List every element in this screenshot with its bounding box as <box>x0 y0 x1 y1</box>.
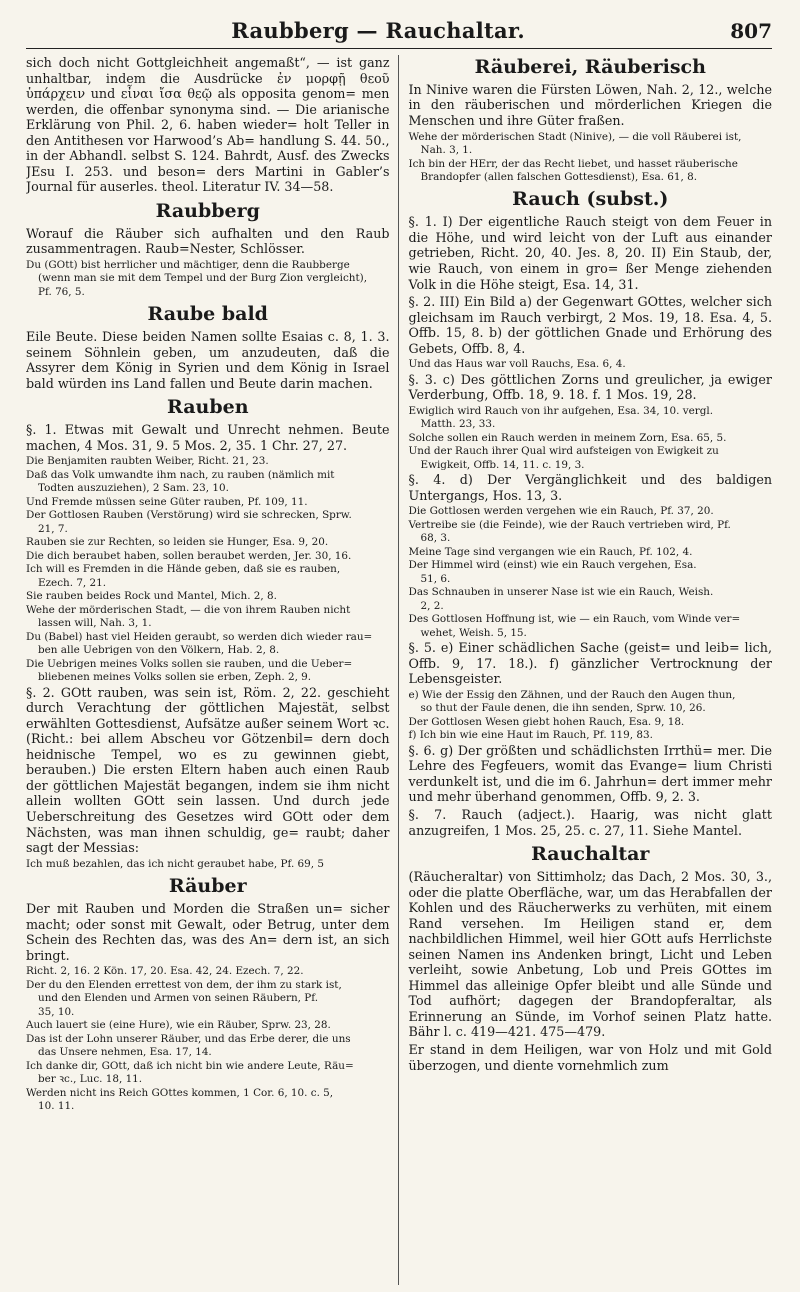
reference: Ich danke dir, GOtt, daß ich nicht bin wie andere Leute, Räu= <box>26 1059 354 1072</box>
reference: lassen will, Nah. 3, 1. <box>38 617 152 630</box>
section-paragraph: §. 7. Rauch (adject.). Haarig, was nicht glatt anzugreifen, 1 Mos. 25, 25. c. 27, 11. Siehe Mantel. <box>408 806 772 838</box>
reference: Solche sollen ein Rauch werden in meinem Zorn, Esa. 65, 5. <box>408 431 727 444</box>
entry-text-raube-bald: Eile Beute. Diese beiden Namen sollte Esaias c. 8, 1. 3. seinem Söhnlein geben, um anzudeuten, daß die Assyrer dem König in Syrien und dem König in Israel bald würden ins Land fallen und Beute darin machen. <box>26 329 390 391</box>
right-column <box>399 55 773 1285</box>
reference: Du (GOtt) bist herrlicher und mächtiger, denn die Raubberge <box>26 258 350 271</box>
reference: 68, 3. <box>420 532 451 545</box>
reference: Der du den Elenden errettest von dem, der ihm zu stark ist, <box>26 978 342 991</box>
reference: Ich bin der HErr, der das Recht liebet, und hasset räuberische <box>408 157 738 170</box>
reference: Todten auszuziehen), 2 Sam. 23, 10. <box>38 482 229 495</box>
reference: Sie rauben beides Rock und Mantel, Mich. 2, 8. <box>26 590 277 603</box>
reference: Pf. 76, 5. <box>38 285 85 298</box>
reference: Und Fremde müssen seine Güter rauben, Pf. 109, 11. <box>26 495 308 508</box>
reference: 2, 2. <box>420 599 444 612</box>
reference: bliebenen meines Volks sollen sie erben, Zeph. 2, 9. <box>38 671 312 684</box>
entry-heading-raube-bald: Raube bald <box>147 303 268 326</box>
entry-heading-raubberg: Raubberg <box>155 199 260 222</box>
reference: Das Schnauben in unserer Nase ist wie ein Rauch, Weish. <box>408 586 714 599</box>
reference: Ewigkeit, Offb. 14, 11. c. 19, 3. <box>420 458 585 471</box>
entry-text-raubberg: Worauf die Räuber sich aufhalten und den Raub zusammentragen. Raub=Nester, Schlösser. <box>26 225 390 257</box>
reference: wehet, Weish. 5, 15. <box>420 626 527 639</box>
reference: und den Elenden und Armen von seinen Räubern, Pf. <box>38 992 319 1005</box>
reference: Der Gottlosen Rauben (Verstörung) wird sie schrecken, Sprw. <box>26 509 352 522</box>
reference: Du (Babel) hast viel Heiden geraubt, so werden dich wieder rau= <box>26 630 373 643</box>
reference: ben alle Uebrigen von den Völkern, Hab. 2, 8. <box>38 644 280 657</box>
header-title: Raubberg — Rauchaltar. <box>231 18 525 43</box>
entry-text-rauchaltar-continued: Er stand in dem Heiligen, war von Holz und mit Gold überzogen, und diente vornehmlich zum <box>408 1041 772 1073</box>
reference: Ewiglich wird Rauch von ihr aufgehen, Esa. 34, 10. vergl. <box>408 404 714 417</box>
reference: Auch lauert sie (eine Hure), wie ein Räuber, Sprw. 23, 28. <box>26 1019 331 1032</box>
reference: Brandopfer (allen falschen Gottesdienst), Esa. 61, 8. <box>420 170 698 183</box>
reference: Meine Tage sind vergangen wie ein Rauch, Pf. 102, 4. <box>408 545 693 558</box>
reference: 35, 10. <box>38 1005 75 1018</box>
reference: f) Ich bin wie eine Haut im Rauch, Pf. 119, 83. <box>408 729 653 742</box>
reference: Wehe der mörderischen Stadt, — die von ihrem Rauben nicht <box>26 603 351 616</box>
left-column <box>26 55 399 1285</box>
reference: Das ist der Lohn unserer Räuber, und das Erbe derer, die uns <box>26 1032 351 1045</box>
reference: Richt. 2, 16. 2 Kön. 17, 20. Esa. 42, 24. Ezech. 7, 22. <box>26 965 304 978</box>
reference: Nah. 3, 1. <box>420 144 473 157</box>
reference: Ich muß bezahlen, das ich nicht geraubet habe, Pf. 69, 5 <box>26 857 324 870</box>
reference: ber ꝛc., Luc. 18, 11. <box>38 1073 143 1086</box>
reference: Matth. 23, 33. <box>420 418 496 431</box>
reference: Wehe der mörderischen Stadt (Ninive), — die voll Räuberei ist, <box>408 130 742 143</box>
reference: Ich will es Fremden in die Hände geben, daß sie es rauben, <box>26 563 341 576</box>
section-paragraph: §. 2. III) Ein Bild a) der Gegenwart GOttes, welcher sich gleichsam im Rauch verbirgt, 2 Mos. 19, 18. Esa. 4, 5. Offb. 15, 8. b) der göttlichen Gnade und Erhörung des Gebets, Offb. 8, 4. <box>408 294 772 356</box>
entry-heading-raeuber: Räuber <box>168 875 247 898</box>
entry-heading-raeuberei: Räuberei, Räuberisch <box>474 56 706 78</box>
reference: Daß das Volk umwandte ihm nach, zu rauben (nämlich mit <box>26 468 335 481</box>
running-header <box>26 18 772 49</box>
reference: Ezech. 7, 21. <box>38 576 107 589</box>
section-paragraph: §. 6. g) Der größten und schädlichsten Irrthü= mer. Die Lehre des Fegfeuers, womit das Evange= lium Christi verdunkelt ist, und die im 6. Jahrhun= dert immer mehr und mehr überhand genommen, Offb. 9, 2. 3. <box>408 742 772 805</box>
reference: 51, 6. <box>420 572 451 585</box>
reference: (wenn man sie mit dem Tempel und der Burg Zion vergleicht), <box>38 272 368 285</box>
section-paragraph: §. 3. c) Des göttlichen Zorns und greulicher, ja ewiger Verderbung, Offb. 18, 9. 18. f. 1 Mos. 19, 28. <box>408 371 772 403</box>
reference: Und der Rauch ihrer Qual wird aufsteigen von Ewigkeit zu <box>408 445 719 458</box>
reference: Des Gottlosen Hoffnung ist, wie — ein Rauch, vom Winde ver= <box>408 613 741 626</box>
reference: so thut der Faule denen, die ihn senden, Sprw. 10, 26. <box>420 702 706 715</box>
entry-text-rauchaltar: (Räucheraltar) von Sittimholz; das Dach, 2 Mos. 30, 3., oder die platte Oberfläche, war, um das Herabfallen der Kohlen und des Räucherwerks zu verhüten, mit einem Rand versehen. Im Heiligen stand er, dem nachbildlichen Himmel, weil hier GOtt aufs Herrlichste seinen Namen ins Andenken bringt, Licht und Leben verleiht, sowie Anbetung, Lob und Preis GOttes im Himmel das alleinige Opfer bleibt und alle Sünde und Tod aufhört; dagegen der Brandopferaltar, als Erinnerung an Sünde, im Vorhof seinen Platz hatte. Bähr l. c. 419—421. 475—479. <box>408 868 772 1040</box>
reference: Die Uebrigen meines Volks sollen sie rauben, und die Ueber= <box>26 657 353 670</box>
section-paragraph: §. 5. e) Einer schädlichen Sache (geist= und leib= lich, Offb. 9, 17. 18.). f) gänzlicher Vertrocknung der Lebensgeister. <box>408 640 772 687</box>
section-paragraph: §. 1. I) Der eigentliche Rauch steigt von dem Feuer in die Höhe, und wird leicht von der Luft aus einander getrieben, Richt. 20, 40. Jes. 8, 20. II) Ein Staub, der, wie Rauch, von einem in gro= ßer Menge ziehenden Volk in die Höhe steigt, Esa. 14, 31. <box>408 214 772 292</box>
reference: Und das Haus war voll Rauchs, Esa. 6, 4. <box>408 358 626 371</box>
reference: Die Gottlosen werden vergehen wie ein Rauch, Pf. 37, 20. <box>408 505 714 518</box>
section-paragraph: §. 1. Etwas mit Gewalt und Unrecht nehmen. Beute machen, 4 Mos. 31, 9. 5 Mos. 2, 35. 1 Chr. 27, 27. <box>26 422 390 453</box>
entry-heading-rauchaltar: Rauchaltar <box>531 843 650 866</box>
reference: das Unsere nehmen, Esa. 17, 14. <box>38 1046 212 1059</box>
reference: Der Gottlosen Wesen giebt hohen Rauch, Esa. 9, 18. <box>408 715 685 728</box>
entry-text-raeuberei: In Ninive waren die Fürsten Löwen, Nah. 2, 12., welche in den räuberischen und mörderlichen Kriegen die Menschen und ihre Güter fraßen. <box>408 81 772 128</box>
reference: Die Benjamiten raubten Weiber, Richt. 21, 23. <box>26 455 269 468</box>
two-column-body <box>26 55 772 1285</box>
reference: Der Himmel wird (einst) wie ein Rauch vergehen, Esa. <box>408 559 697 572</box>
reference: Werden nicht ins Reich GOttes kommen, 1 Cor. 6, 10. c. 5, <box>26 1086 334 1099</box>
reference: 10. 11. <box>38 1100 75 1113</box>
reference: Die dich beraubet haben, sollen beraubet werden, Jer. 30, 16. <box>26 549 352 562</box>
entry-text-raeuber: Der mit Rauben und Morden die Straßen un= sicher macht; oder sonst mit Gewalt, oder Betrug, unter dem Schein des Rechten das, was des An= dern ist, an sich bringt. <box>26 901 390 963</box>
section-paragraph: §. 4. d) Der Vergänglichkeit und des baldigen Untergangs, Hos. 13, 3. <box>408 472 772 503</box>
intro-paragraph: sich doch nicht Gottgleichheit angemaßt“, — ist ganz unhaltbar, indem die Ausdrücke ἐν μορφῇ θεοῦ ὑπάρχειν und εἶναι ἴσα θεῷ als opposita genom= men werden, die offenbar synonyma sind. — Die arianische Erklärung von Phil. 2, 6. haben wieder= holt Teller in den Antithesen vor Harwood’s Ab= handlung S. 44. 50., in der Abhandl. selbst S. 124. Bahrdt, Ausf. des Zwecks JEsu I. 253. und beson= ders Martini in Gabler’s Journal für auserles. theol. Literatur IV. 34—58. <box>26 55 390 195</box>
entry-heading-rauben: Rauben <box>166 396 249 419</box>
reference: 21, 7. <box>38 522 68 535</box>
reference: e) Wie der Essig den Zähnen, und der Rauch den Augen thun, <box>408 688 736 701</box>
reference: Rauben sie zur Rechten, so leiden sie Hunger, Esa. 9, 20. <box>26 536 329 549</box>
entry-heading-rauch: Rauch (subst.) <box>512 188 669 211</box>
reference: Vertreibe sie (die Feinde), wie der Rauch vertrieben wird, Pf. <box>408 518 731 531</box>
page-number: 807 <box>730 19 772 43</box>
section-paragraph: §. 2. GOtt rauben, was sein ist, Röm. 2, 22. geschieht durch Verachtung der göttlichen Majestät, selbst erwählten Gottesdienst, Aufsätze außer seinem Wort ꝛc. (Richt.: bei allem Abscheu vor Götzenbil= dern doch heidnische Tempel, wo es zu gewinnen giebt, berauben.) Die ersten Eltern haben auch einen Raub der göttlichen Majestät begangen, indem sie ihm nicht allein wollten GOtt sein lassen. Und durch jede Ueberschreitung des Gesetzes wird GOtt oder dem Nächsten, was man ihnen schuldig, ge= raubt; daher sagt der Messias: <box>26 684 390 856</box>
